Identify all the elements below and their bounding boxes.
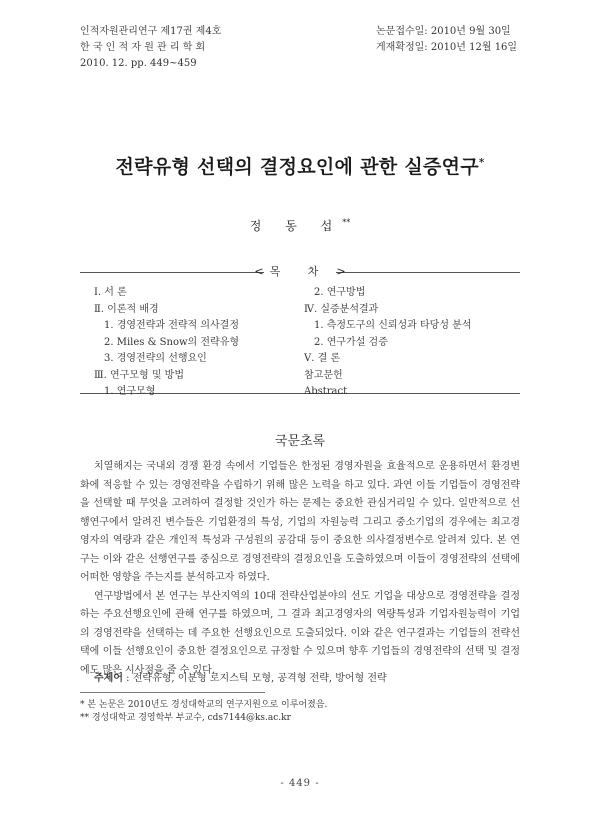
toc-item: 1. 경영전략과 전략적 의사결정 [104,320,239,331]
toc-item: 1. 연구모형 [104,386,156,397]
toc-item: 2. Miles & Snow의 전략유형 [104,336,240,348]
toc-item: Ⅳ. 실증분석결과 [304,303,379,315]
toc-item: 1. 측정도구의 신뢰성과 타당성 분석 [314,320,472,331]
society-name: 한 국 인 적 자 원 관 리 학 회 [80,42,206,53]
keywords [94,669,387,684]
submission-dates [376,24,516,56]
footnote: ** 경성대학교 경영학부 부교수, cds7144@ks.ac.kr [80,713,291,723]
journal-name: 인적자원관리연구 제17권 제4호 [80,26,222,37]
table-of-contents [80,265,520,397]
toc-item: 2. 연구가설 검증 [314,336,388,348]
toc-heading: < 목 차 > [254,265,346,278]
footnote-divider [80,692,265,693]
paper-title [0,152,600,179]
toc-heading-text: 목 차 [264,265,337,278]
received-date: 논문접수일: 2010년 9월 30일 [376,26,511,37]
abstract-heading: 국문초록 [274,434,326,449]
toc-item: 2. 연구방법 [314,287,366,298]
author-name: 정 동 섭 [249,219,343,233]
toc-item: Abstract [304,386,348,397]
toc-right-column [304,285,472,401]
paper-title-text: 전략유형 선택의 결정요인에 관한 실증연구 [115,156,479,178]
keywords-text: : 전략유형, 이분형 로지스틱 모형, 공격형 전략, 방어형 전략 [126,673,387,684]
abstract-paragraph: 치열해지는 국내외 경쟁 환경 속에서 기업들은 한정된 경영자원을 효율적으로 운용하면서 환경변화에 적응할 수 있는 경영전략을 수립하기 위해 많은 노력을 하고 있다. 과연 이들 기업들이 경영전략을 선택할 때 무엇을 고려하여 결정할 것인가 하는 문제는 중요한 관심거리일 수 있다. 일반적으로 선행연구에서 알려진 변수들은 기업환경의 특성, 기업의 자원능력 그리고 중소기업의 경우에는 최고경영자의 역량과 같은 개인적 특성과 구성원의 공감대 등이 중요한 의사결정변수로 알려져 있다. 본 연구는 이와 같은 선행연구를 중심으로 경영전략의 결정요인을 도출하였으며 이들이 경영전략의 선택에 어떠한 영향을 주는지를 분석하고자 하였다. [80,461,520,583]
footnotes [80,699,327,725]
abstract-body [80,458,520,680]
toc-item: 3. 경영전략의 선행요인 [104,353,207,364]
keywords-label: 주제어 [94,673,123,684]
toc-item: 참고문헌 [304,369,343,381]
page-number: - 449 - [280,778,320,789]
toc-item: Ⅱ. 이론적 배경 [94,303,159,315]
toc-left-column [94,285,239,401]
toc-item: Ⅲ. 연구모형 및 방법 [94,369,184,381]
author-footnote-mark: ** [342,218,351,227]
toc-item: Ⅰ. 서 론 [94,287,127,298]
toc-item: Ⅴ. 결 론 [304,353,341,364]
issue-pages: 2010. 12. pp. 449~459 [80,58,197,69]
abstract-paragraph: 연구방법에서 본 연구는 부산지역의 10대 전략산업분야의 선도 기업을 대상으로 경영전략을 결정하는 주요선행요인에 관해 연구를 하였으며, 그 결과 최고경영자의 역량특성과 기업자원능력이 기업의 경영전략을 선택하는 데 주요한 선행요인으로 도출되었다. 이와 같은 연구결과는 기업들의 전략선택에 이들 선행요인이 중요한 결정요인으로 규정할 수 있으며 향후 기업들의 경영전략의 선택 및 결정에도 많은 시사점을 줄 수 있다. [80,590,520,676]
footnote: * 본 논문은 2010년도 경성대학교의 연구지원으로 이루어졌음. [80,700,328,710]
author [0,217,600,234]
accepted-date: 게재확정일: 2010년 12월 16일 [376,42,518,53]
journal-info [80,24,221,72]
title-footnote-mark: * [478,157,485,169]
